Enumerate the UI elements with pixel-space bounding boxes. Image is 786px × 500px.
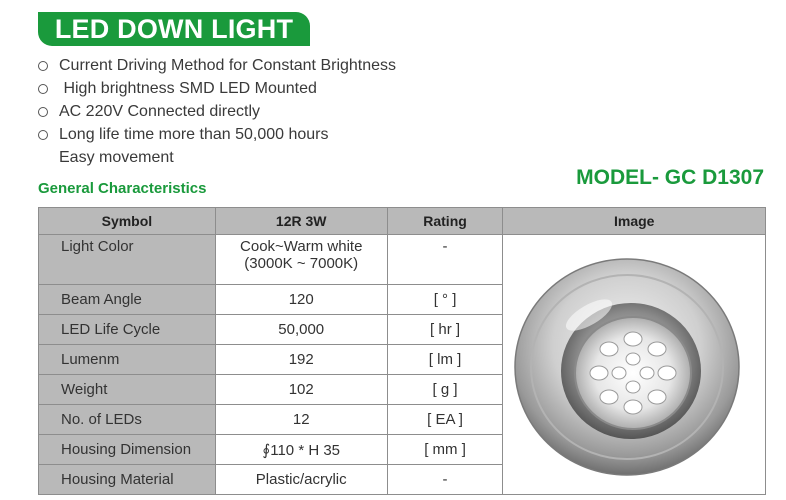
row-symbol: LED Life Cycle (39, 315, 216, 345)
row-rating: [ mm ] (387, 435, 503, 465)
circle-bullet-icon (38, 130, 48, 140)
row-value: 120 (215, 285, 387, 315)
table-row (39, 235, 766, 285)
row-symbol: Light Color (39, 235, 216, 285)
circle-bullet-icon (38, 107, 48, 117)
row-rating: - (387, 465, 503, 495)
circle-bullet-icon (38, 61, 48, 71)
header-spec: 12R 3W (215, 208, 387, 235)
header-symbol: Symbol (39, 208, 216, 235)
feature-list (38, 54, 396, 169)
header-image: Image (503, 208, 766, 235)
row-value: ∮110 * H 35 (215, 435, 387, 465)
page-title: LED DOWN LIGHT (38, 12, 310, 46)
row-symbol: Beam Angle (39, 285, 216, 315)
product-image-cell (503, 235, 766, 495)
spec-table (38, 207, 766, 495)
row-value: 192 (215, 345, 387, 375)
row-symbol: Housing Material (39, 465, 216, 495)
table-header-row (39, 208, 766, 235)
row-symbol: Housing Dimension (39, 435, 216, 465)
row-rating: [ EA ] (387, 405, 503, 435)
feature-item: AC 220V Connected directly (38, 100, 396, 123)
row-value: 12 (215, 405, 387, 435)
feature-item: Current Driving Method for Constant Brightness (38, 54, 396, 77)
row-value: Cook~Warm white (3000K ~ 7000K) (215, 235, 387, 285)
row-symbol: No. of LEDs (39, 405, 216, 435)
header-rating: Rating (387, 208, 503, 235)
row-rating: [ g ] (387, 375, 503, 405)
row-value: Plastic/acrylic (215, 465, 387, 495)
row-symbol: Lumenm (39, 345, 216, 375)
row-rating: [ ° ] (387, 285, 503, 315)
feature-item: Long life time more than 50,000 hours (38, 123, 396, 146)
row-rating: [ lm ] (387, 345, 503, 375)
row-value: 50,000 (215, 315, 387, 345)
section-title: General Characteristics (38, 180, 207, 197)
circle-bullet-icon (38, 84, 48, 94)
led-down-light-photo (509, 255, 759, 495)
model-number: MODEL- GC D1307 (576, 166, 764, 189)
feature-item: Easy movement (59, 149, 174, 166)
row-value: 102 (215, 375, 387, 405)
row-rating: [ hr ] (387, 315, 503, 345)
row-rating: - (387, 235, 503, 285)
row-symbol: Weight (39, 375, 216, 405)
feature-item: High brightness SMD LED Mounted (38, 77, 396, 100)
